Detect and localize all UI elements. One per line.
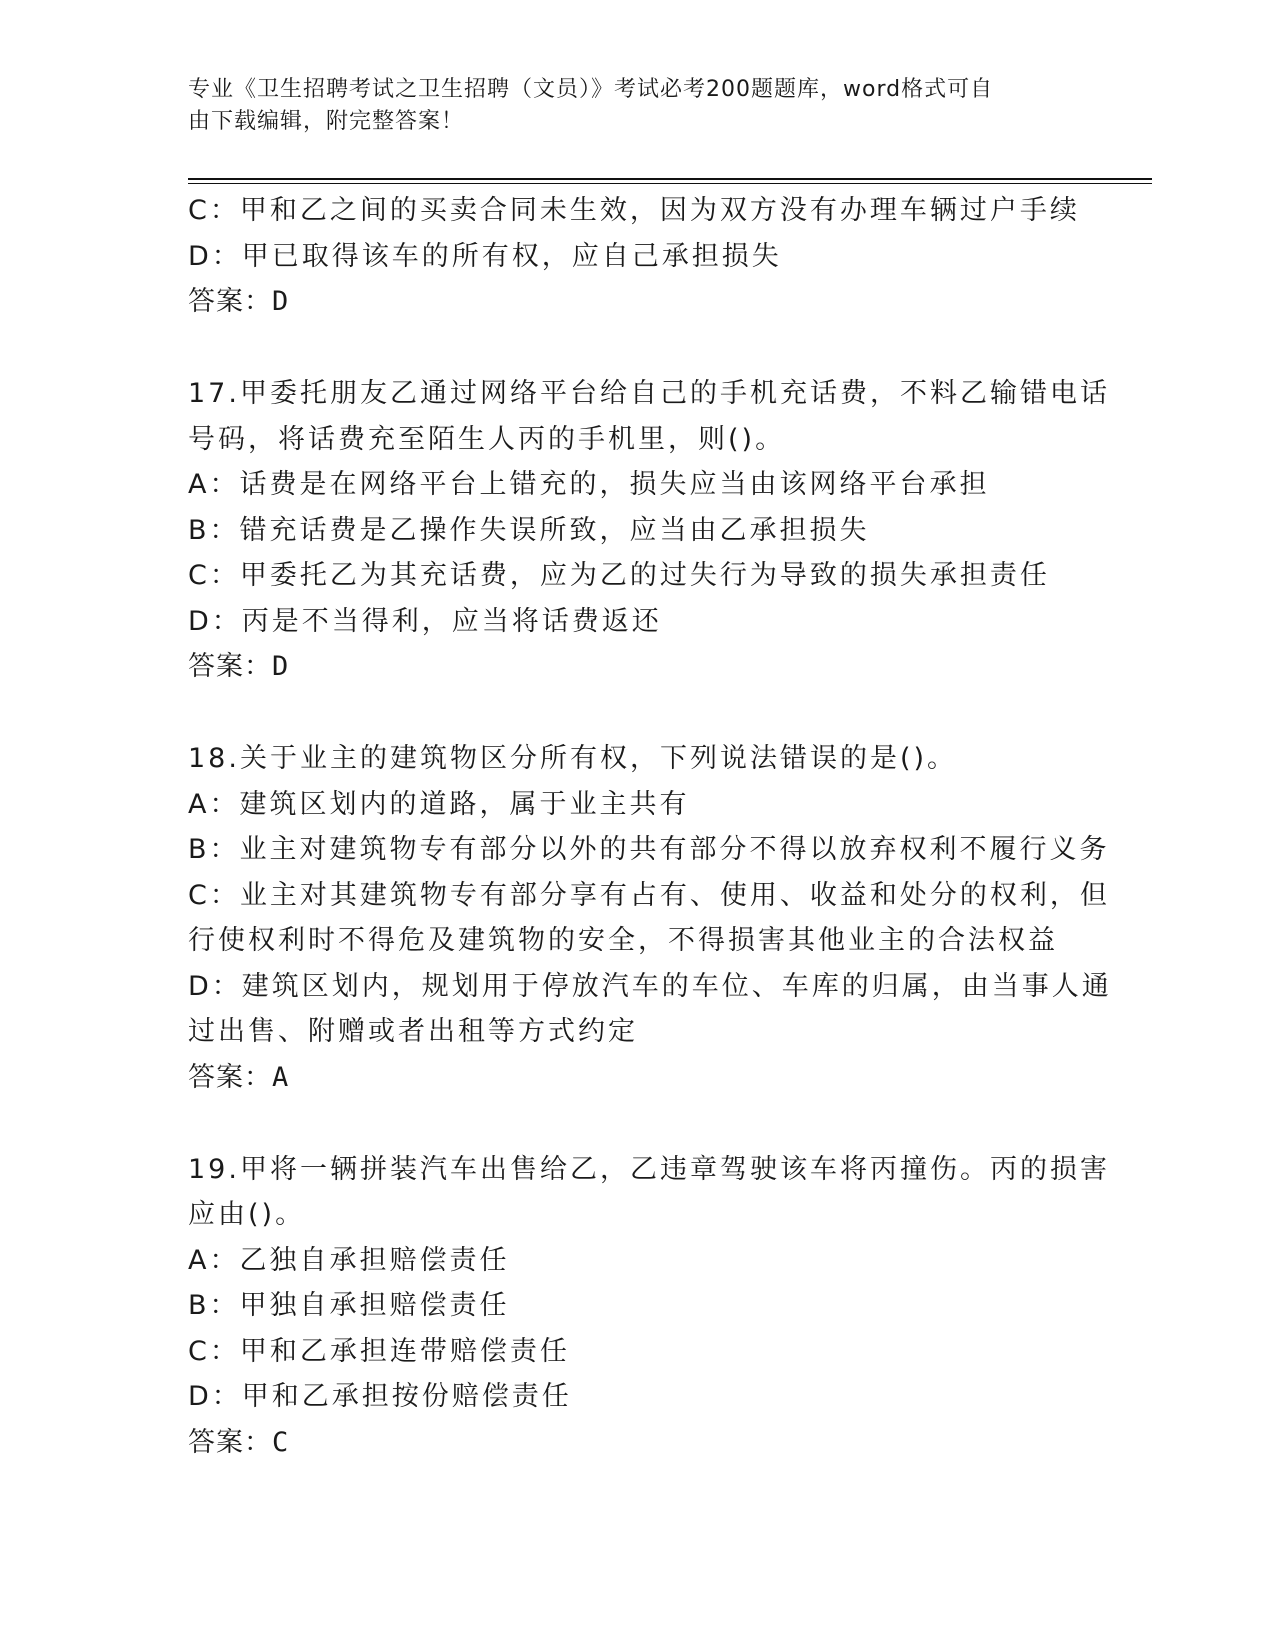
question-stem-line: 17.甲委托朋友乙通过网络平台给自己的手机充话费，不料乙输错电话 bbox=[188, 378, 1110, 409]
option-line: A：乙独自承担赔偿责任 bbox=[188, 1244, 510, 1276]
answer-line: 答案：C bbox=[188, 1426, 290, 1458]
spacer bbox=[188, 690, 1088, 736]
option-line: A：话费是在网络平台上错充的，损失应当由该网络平台承担 bbox=[188, 469, 990, 500]
option-line: D：建筑区划内，规划用于停放汽车的车位、车库的归属，由当事人通 bbox=[188, 970, 1112, 1002]
header-title-line-2: 由下载编辑，附完整答案！ bbox=[188, 109, 465, 134]
answer-line: 答案：D bbox=[188, 286, 290, 317]
header-rule-thick bbox=[188, 178, 1152, 180]
document-header bbox=[188, 74, 1068, 138]
option-line: 行使权利时不得危及建筑物的安全，不得损害其他业主的合法权益 bbox=[188, 925, 1058, 956]
spacer bbox=[188, 1101, 1088, 1147]
option-line: D：丙是不当得利，应当将话费返还 bbox=[188, 605, 662, 637]
question-list bbox=[188, 188, 1112, 1466]
question-stem-line: 号码，将话费充至陌生人丙的手机里，则()。 bbox=[188, 423, 786, 455]
header-rule-thin bbox=[188, 183, 1152, 184]
option-line: D：甲和乙承担按份赔偿责任 bbox=[188, 1381, 572, 1412]
answer-line: 答案：D bbox=[188, 651, 290, 682]
option-line: B：错充话费是乙操作失误所致，应当由乙承担损失 bbox=[188, 514, 870, 546]
option-line: B：甲独自承担赔偿责任 bbox=[188, 1290, 510, 1321]
option-line: A：建筑区划内的道路，属于业主共有 bbox=[188, 788, 690, 820]
question-stem-line: 18.关于业主的建筑物区分所有权，下列说法错误的是()。 bbox=[188, 743, 958, 774]
option-line: 过出售、附赠或者出租等方式约定 bbox=[188, 1016, 638, 1047]
question-stem-line: 19.甲将一辆拼装汽车出售给乙，乙违章驾驶该车将丙撞伤。丙的损害 bbox=[188, 1153, 1110, 1185]
question-17 bbox=[188, 371, 1110, 690]
option-line: C：甲和乙承担连带赔偿责任 bbox=[188, 1335, 570, 1367]
question-19 bbox=[188, 1147, 1110, 1466]
option-line: C：业主对其建筑物专有部分享有占有、使用、收益和处分的权利，但 bbox=[188, 879, 1110, 911]
header-title-line-1: 专业《卫生招聘考试之卫生招聘（文员）》考试必考200题题库，word格式可自 bbox=[188, 77, 994, 102]
option-line: D：甲已取得该车的所有权，应自己承担损失 bbox=[188, 240, 782, 272]
answer-line: 答案：A bbox=[188, 1061, 290, 1093]
question-18 bbox=[188, 736, 1112, 1101]
question-stem-line: 应由()。 bbox=[188, 1199, 306, 1230]
option-line: C：甲委托乙为其充话费，应为乙的过失行为导致的损失承担责任 bbox=[188, 560, 1050, 591]
question-16-continued bbox=[188, 188, 1088, 325]
option-line: C：甲和乙之间的买卖合同未生效，因为双方没有办理车辆过户手续 bbox=[188, 195, 1080, 226]
option-line: B：业主对建筑物专有部分以外的共有部分不得以放弃权利不履行义务 bbox=[188, 834, 1110, 865]
spacer bbox=[188, 325, 1088, 371]
